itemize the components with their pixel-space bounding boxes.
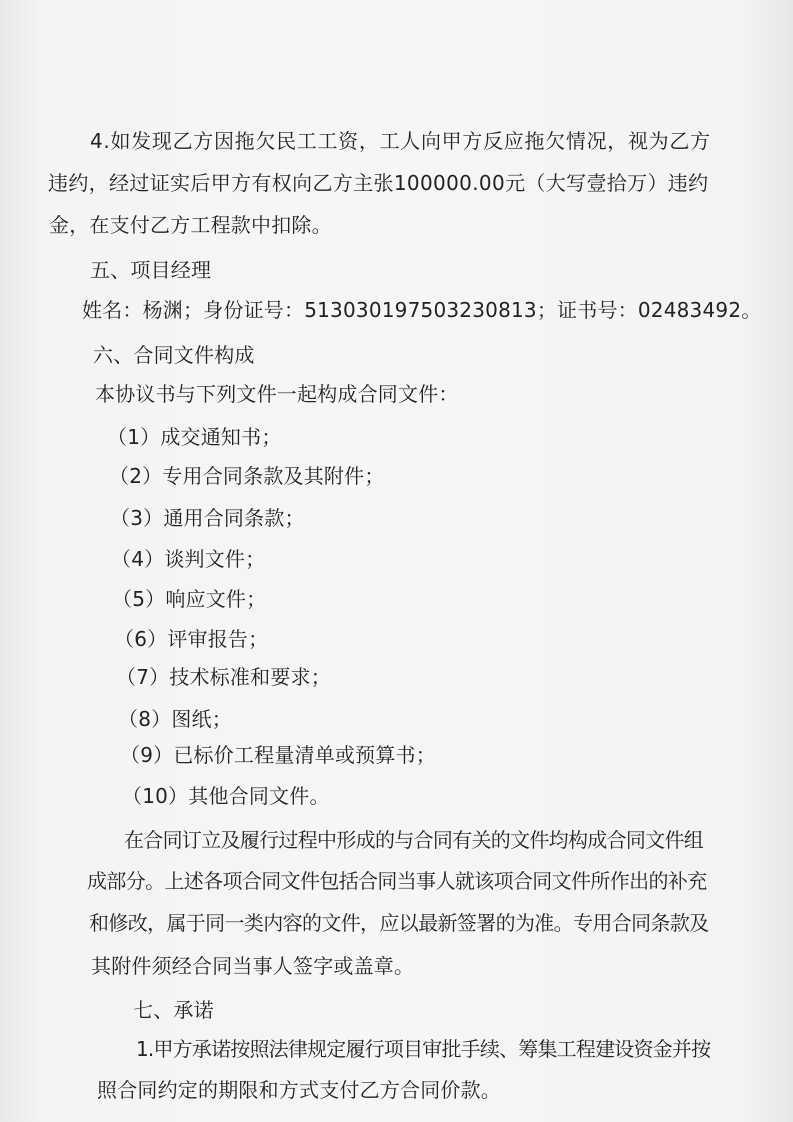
list-item: （5）响应文件； [112,587,267,611]
section6-para-line1: 在合同订立及履行过程中形成的与合同有关的文件均构成合同文件组 [124,828,704,852]
clause4-line1: 4.如发现乙方因拖欠民工工资，工人向甲方反应拖欠情况，视为乙方 [90,129,711,153]
section5-body: 姓名：杨渊；身份证号：513030197503230813；证书号：02483492。 [82,298,762,322]
section7-line2: 照合同约定的期限和方式支付乙方合同价款。 [97,1078,501,1102]
list-item: （3）通用合同条款； [110,506,305,530]
list-item: （10）其他合同文件。 [122,784,330,808]
list-item: （4）谈判文件； [111,547,266,571]
section6-para-line3: 和修改，属于同一类内容的文件，应以最新签署的为准。专用合同条款及 [89,911,709,935]
list-item: （9）已标价工程量清单或预算书； [120,743,436,767]
clause4-line2: 违约，经过证实后甲方有权向乙方主张100000.00元（大写壹拾万）违约 [48,171,709,195]
list-item: （8）图纸； [118,707,232,731]
section6-para-line4: 其附件须经合同当事人签字或盖章。 [91,954,415,978]
section7-line1: 1.甲方承诺按照法律规定履行项目审批手续、筹集工程建设资金并按 [136,1037,711,1061]
list-item: （7）技术标准和要求； [116,665,331,689]
clause4-line3: 金，在支付乙方工程款中扣除。 [49,213,332,237]
section6-intro: 本协议书与下列文件一起构成合同文件： [95,382,459,406]
section6-heading: 六、合同文件构成 [93,343,255,367]
section5-heading: 五、项目经理 [90,258,212,282]
list-item: （6）评审报告； [114,627,269,651]
section6-para-line2: 成部分。上述各项合同文件包括合同当事人就该项合同文件所作出的补充 [87,869,707,893]
list-item: （2）专用合同条款及其附件； [109,464,385,488]
section7-heading: 七、承诺 [133,998,214,1022]
list-item: （1）成交通知书； [107,425,282,449]
